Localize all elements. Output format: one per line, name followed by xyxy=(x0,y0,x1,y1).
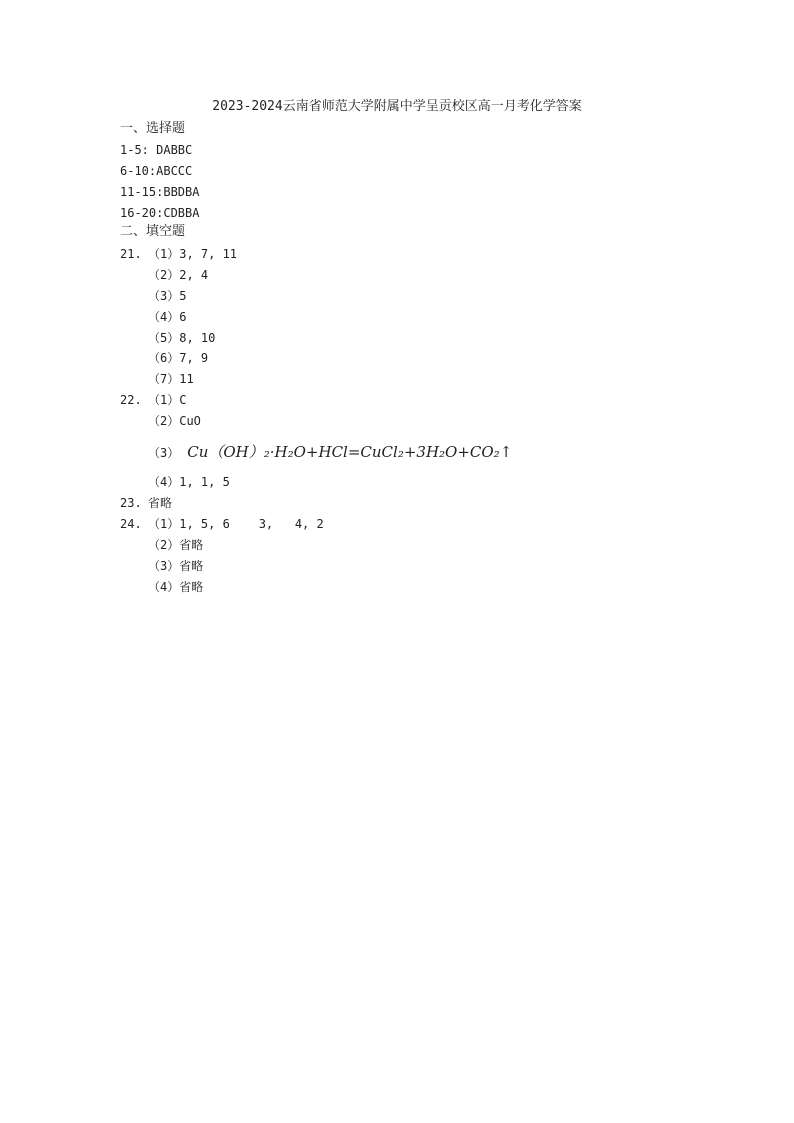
question-22-part-1: （1）C xyxy=(148,393,187,407)
question-24-part-2: （2）省略 xyxy=(148,538,204,552)
choice-answer-row: 6-10:ABCCC xyxy=(120,164,193,178)
question-21-part-1: （1）3, 7, 11 xyxy=(148,247,238,261)
chemical-equation xyxy=(187,443,512,461)
question-21-part-4: （4）6 xyxy=(148,310,187,324)
question-22-part-2: （2）CuO xyxy=(148,414,201,428)
question-23-answer: 省略 xyxy=(148,496,173,510)
question-21-part-6: （6）7, 9 xyxy=(148,351,209,365)
question-22-label: 22. xyxy=(120,393,142,407)
question-22-part-3-label: （3） xyxy=(148,446,180,460)
chemical-equation-text: Cu（OH）₂·H₂O+HCl=CuCl₂+3H₂O+CO₂ xyxy=(187,443,500,461)
question-24-part-4: （4）省略 xyxy=(148,580,204,594)
question-24-label: 24. xyxy=(120,517,142,531)
question-22-part-4: （4）1, 1, 5 xyxy=(148,475,230,489)
question-21-part-2: （2）2, 4 xyxy=(148,268,209,282)
question-21-label: 21. xyxy=(120,247,142,261)
question-21-part-5: （5）8, 10 xyxy=(148,331,216,345)
question-24-part-3: （3）省略 xyxy=(148,559,204,573)
choice-answer-row: 11-15:BBDBA xyxy=(120,185,200,199)
choice-answer-row: 16-20:CDBBA xyxy=(120,206,200,220)
document-title: 2023-2024云南省师范大学附属中学呈贡校区高一月考化学答案 xyxy=(212,99,582,114)
gas-up-arrow-icon: ↑ xyxy=(499,443,513,461)
question-23-label: 23. xyxy=(120,496,142,510)
choice-answer-row: 1-5: DABBC xyxy=(120,143,193,157)
question-21-part-7: （7）11 xyxy=(148,372,194,386)
fill-section-heading: 二、填空题 xyxy=(120,224,186,239)
choice-section-heading: 一、选择题 xyxy=(120,121,186,136)
question-21-part-3: （3）5 xyxy=(148,289,187,303)
question-24-part-1: （1）1, 5, 6 3, 4, 2 xyxy=(148,517,324,531)
question-22-part-3 xyxy=(148,440,512,464)
